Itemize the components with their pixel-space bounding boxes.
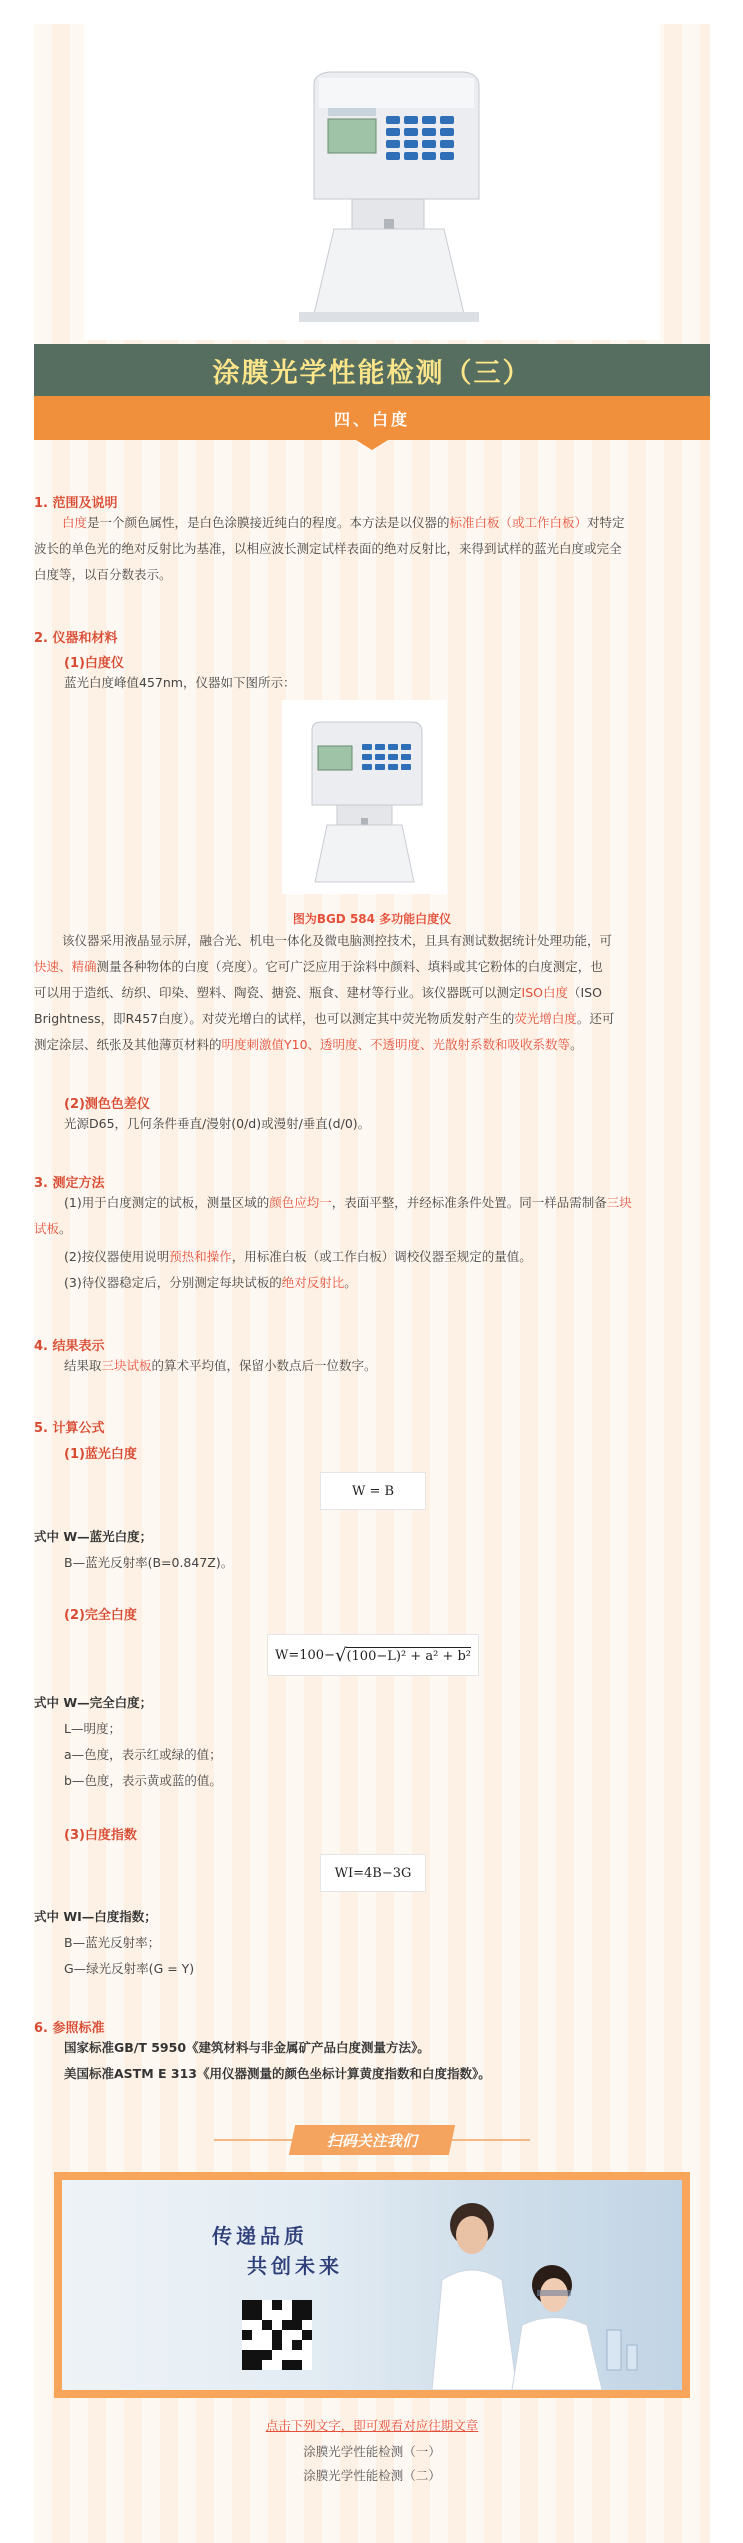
reference-gb: 国家标准GB/T 5950《建筑材料与非金属矿产品白度测量方法》。 xyxy=(64,2040,430,2055)
term-measurable-properties: 明度刺激值Y10、透明度、不透明度、光散射系数和吸收系数等 xyxy=(221,1037,571,1052)
text-fragment: 。 xyxy=(570,1037,583,1052)
text-fragment: 测定涂层、纸张及其他薄页材料的 xyxy=(34,1037,222,1052)
section-header: 四、白度 xyxy=(333,409,410,429)
sqrt-symbol: √ xyxy=(334,1644,347,1666)
figure-caption: 图为BGD 584 多功能白度仪 xyxy=(292,912,452,926)
instrument-photo xyxy=(282,700,447,894)
whiteness-meter-illustration xyxy=(84,24,660,340)
heading-results: 4. 结果表示 xyxy=(34,1339,105,1354)
heading-scope: 1. 范围及说明 xyxy=(34,496,118,511)
text-fragment: 。 xyxy=(344,1275,357,1290)
term-fluorescent-whitening: 荧光增白度 xyxy=(514,1011,577,1026)
description-line3 xyxy=(34,980,710,1006)
formula-whiteness-index xyxy=(320,1854,426,1892)
subheading-total-whiteness: (2)完全白度 xyxy=(64,1608,137,1623)
paragraph-scope-line3: 白度等，以百分数表示。 xyxy=(34,567,172,582)
subheading-whiteness-meter: (1)白度仪 xyxy=(64,656,124,671)
heading-formulas: 5. 计算公式 xyxy=(34,1421,105,1436)
term-absolute-reflectance: 绝对反射比 xyxy=(281,1275,345,1290)
formula-text: W = B xyxy=(351,1483,395,1499)
link-article-2[interactable]: 涂膜光学性能检测（二） xyxy=(303,2468,441,2483)
formula1-var-b: B—蓝光反射率(B=0.847Z)。 xyxy=(64,1555,234,1570)
method-step1-cont xyxy=(34,1216,72,1242)
description-line2 xyxy=(34,954,710,980)
text-fragment: 的算术平均值，保留小数点后一位数字。 xyxy=(151,1358,377,1373)
article-title: 涂膜光学性能检测（三） xyxy=(212,357,532,389)
term-uniform-color: 颜色应均一 xyxy=(269,1195,332,1210)
formula2-where: 式中 W—完全白度； xyxy=(34,1695,153,1710)
section-header-bar xyxy=(34,396,710,440)
formula2-var-l: L—明度； xyxy=(64,1721,121,1736)
text-fragment: (1)用于白度测定的试板，测量区域的 xyxy=(64,1195,270,1210)
term-three-pieces: 三块 xyxy=(606,1195,632,1210)
text-fragment: (2)按仪器使用说明 xyxy=(64,1249,170,1264)
click-hint: 点击下列文字，即可观看对应往期文章 xyxy=(265,2418,479,2433)
formula1-where: 式中 W—蓝光白度； xyxy=(34,1529,153,1544)
reference-astm: 美国标准ASTM E 313《用仪器测量的颜色坐标计算黄度指数和白度指数》。 xyxy=(64,2066,491,2081)
paragraph-scope-line2: 波长的单色光的绝对反射比为基准，以相应波长测定试样表面的绝对反射比，来得到试样的蓝光白度或完全 xyxy=(34,541,622,556)
text-fragment: 是一个颜色属性，是白色涂膜接近纯白的程度。本方法是以仪器的 xyxy=(87,515,450,530)
text-peak-wavelength: 蓝光白度峰值457nm，仪器如下图所示： xyxy=(64,675,296,690)
text-fragment: (3)待仪器稳定后，分别测定每块试板的 xyxy=(64,1275,282,1290)
banner-slogan-2: 共创未来 xyxy=(247,2254,343,2278)
paragraph-scope-line1 xyxy=(34,510,710,536)
text-fragment: （ISO xyxy=(567,985,602,1000)
text-colorimeter-conditions: 光源D65，几何条件垂直/漫射(0/d)或漫射/垂直(d/0)。 xyxy=(64,1116,371,1131)
formula-radicand: (100−L)² + a² + b² xyxy=(346,1648,471,1664)
formula3-var-g: G—绿光反射率(G = Y) xyxy=(64,1961,195,1976)
method-step3 xyxy=(64,1270,357,1296)
whiteness-meter-small-illustration xyxy=(282,700,447,894)
formula2-var-a: a—色度，表示红或绿的值； xyxy=(64,1747,222,1762)
qr-code[interactable] xyxy=(242,2300,312,2370)
formula3-where: 式中 WI—白度指数； xyxy=(34,1909,157,1924)
subheading-colorimeter: (2)测色色差仪 xyxy=(64,1097,150,1112)
text-fragment: 结果取 xyxy=(64,1358,102,1373)
method-step2 xyxy=(64,1244,532,1270)
hero-instrument-image xyxy=(84,24,660,340)
link-article-1[interactable]: 涂膜光学性能检测（一） xyxy=(303,2444,441,2459)
subheading-blue-whiteness: (1)蓝光白度 xyxy=(64,1447,137,1462)
heading-method: 3. 测定方法 xyxy=(34,1176,105,1191)
text-fragment: ，用标准白板（或工作白板）调校仪器至规定的量值。 xyxy=(231,1249,532,1264)
formula3-var-b: B—蓝光反射率； xyxy=(64,1935,161,1950)
heading-instruments: 2. 仪器和材料 xyxy=(34,631,118,646)
article-page xyxy=(34,24,710,2543)
text-fragment: 测量各种物体的白度（亮度）。它可广泛应用于涂料中颜料、填料或其它粉体的白度测定，也 xyxy=(96,959,603,974)
formula2-var-b: b—色度，表示黄或蓝的值。 xyxy=(64,1773,222,1788)
text-fragment: Brightness，即R457白度）。对荧光增白的试样，也可以测定其中荧光物质发射产生的 xyxy=(34,1011,515,1026)
description-line1: 该仪器采用液晶显示屏，融合光、机电一体化及微电脑测控技术，且具有测试数据统计处理功能，可 xyxy=(62,933,613,948)
text-fragment: 可以用于造纸、纺织、印染、塑料、陶瓷、搪瓷、瓶食、建材等行业。该仪器既可以测定 xyxy=(34,985,522,1000)
term-whiteness: 白度 xyxy=(62,515,88,530)
scan-label-badge xyxy=(289,2125,455,2155)
description-line5 xyxy=(34,1032,710,1058)
qr-banner-frame xyxy=(54,2172,690,2398)
article-title-bar xyxy=(34,344,710,396)
formula-text: W=100− xyxy=(275,1647,335,1663)
text-fragment: 。 xyxy=(59,1221,72,1236)
text-fragment: 对特定 xyxy=(587,515,625,530)
description-line4 xyxy=(34,1006,710,1032)
text-fragment: ，表面平整，并经标准条件处置。同一样品需制备 xyxy=(331,1195,607,1210)
formula-total-whiteness xyxy=(267,1634,479,1676)
scan-label: 扫码关注我们 xyxy=(326,2131,417,2150)
subheading-whiteness-index: (3)白度指数 xyxy=(64,1828,137,1843)
formula-blue-whiteness xyxy=(320,1472,426,1510)
term-fast-accurate: 快速、精确 xyxy=(34,959,97,974)
heading-references: 6. 参照标准 xyxy=(34,2021,105,2036)
lab-scientists-illustration xyxy=(402,2180,682,2390)
term-standard-white-board: 标准白板（或工作白板） xyxy=(449,515,588,530)
results-text xyxy=(64,1353,377,1379)
term-preheat-operate: 预热和操作 xyxy=(169,1249,232,1264)
term-test-panel: 试板 xyxy=(34,1221,60,1236)
text-fragment: 。还可 xyxy=(576,1011,615,1026)
banner-slogan-1: 传递品质 xyxy=(212,2224,308,2248)
qr-banner xyxy=(62,2180,682,2390)
formula-text: WI=4B−3G xyxy=(334,1865,412,1881)
term-iso-whiteness: ISO白度 xyxy=(521,985,568,1000)
method-step1 xyxy=(64,1190,710,1216)
term-three-panels: 三块试板 xyxy=(101,1358,152,1373)
